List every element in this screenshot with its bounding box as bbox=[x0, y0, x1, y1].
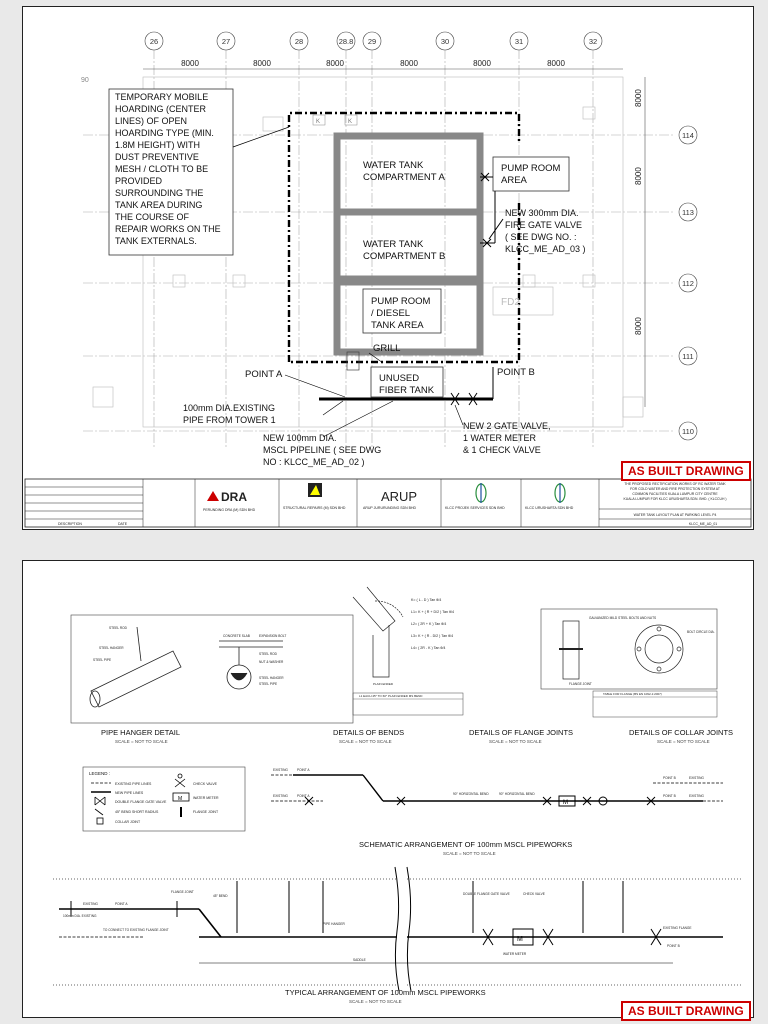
typical-saddle: SADDLE bbox=[353, 958, 366, 962]
tank-b-label-2: COMPARTMENT B bbox=[363, 251, 446, 262]
row-dim-2: 8000 bbox=[634, 167, 643, 185]
new-pipeline-note-1: NEW 100mm DIA. bbox=[263, 433, 337, 443]
hoarding-note-line: TANK EXTERNALS. bbox=[115, 236, 197, 246]
dra-logo-text: DRA bbox=[221, 490, 247, 504]
typical-pipework bbox=[59, 861, 723, 991]
flange-label-1: GALVANIZED MILD STEEL BOLTS AND NUTS bbox=[589, 616, 657, 620]
grid-row-112: 112 bbox=[682, 279, 694, 288]
diesel-label-1: PUMP ROOM bbox=[371, 296, 431, 307]
bend-formula-1: K= ( L - D ) Tan θ/4 bbox=[411, 598, 442, 602]
details-sheet bbox=[22, 560, 754, 1018]
point-b-label: POINT B bbox=[497, 367, 535, 378]
scale-note-typical: SCALE = NOT TO SCALE bbox=[349, 999, 402, 1004]
legend-item-gate-valve: DOUBLE FLANGE GATE VALVE bbox=[115, 800, 167, 804]
grid-col-27: 27 bbox=[221, 37, 231, 46]
grid-row-113: 113 bbox=[682, 208, 694, 217]
title-collar: DETAILS OF COLLAR JOINTS bbox=[629, 728, 734, 737]
schematic-point-b-1: POINT B bbox=[663, 776, 676, 780]
bend-formula-4: L3= K + ( R - D/2 ) Tan θ/4 bbox=[411, 634, 454, 638]
typical-check-valve-note: CHECK VALVE bbox=[523, 892, 545, 896]
scale-note-flange: SCALE = NOT TO SCALE bbox=[489, 739, 542, 744]
title-block bbox=[25, 479, 751, 527]
hanger-label-7: NUT & WASHER bbox=[259, 660, 284, 664]
title-bends: DETAILS OF BENDS bbox=[333, 728, 405, 737]
title-block-date-header: DATE bbox=[118, 522, 128, 526]
grid-row-110: 110 bbox=[682, 427, 694, 436]
fd2-label: FD2 bbox=[501, 297, 520, 308]
row-dim-1: 8000 bbox=[634, 89, 643, 107]
hoarding-note-line: LINES) OF OPEN bbox=[115, 116, 188, 126]
col-dim-1: 8000 bbox=[181, 59, 199, 68]
title-flange: DETAILS OF FLANGE JOINTS bbox=[469, 728, 574, 737]
col-dim-6: 8000 bbox=[547, 59, 565, 68]
col-dim-3: 8000 bbox=[326, 59, 344, 68]
col-dim-5: 8000 bbox=[473, 59, 491, 68]
bend-formula-5: L4= ( 2R - K ) Tan θ/4 bbox=[411, 646, 446, 650]
new-pipeline-note-2: MSCL PIPELINE ( SEE DWG bbox=[263, 445, 382, 455]
col-dim-2: 8000 bbox=[253, 59, 271, 68]
project-title-4: KUALA LUMPUR FOR KLCC URUSHARTA SDN. BHD. ( KLCCUH ) bbox=[623, 497, 727, 501]
hanger-label-6: STEEL ROD bbox=[259, 652, 277, 656]
arup-logo-text: ARUP bbox=[380, 489, 418, 504]
hoarding-note-line: TANK AREA DURING bbox=[115, 200, 203, 210]
hoarding-note-leader bbox=[233, 127, 289, 147]
grid-col-28-8: 28.8 bbox=[338, 37, 354, 46]
diesel-label-3: TANK AREA bbox=[371, 320, 424, 331]
grill-label: GRILL bbox=[373, 343, 401, 354]
hoarding-note-line: PROVIDED bbox=[115, 176, 163, 186]
pipe-hanger-frame bbox=[71, 615, 353, 723]
klcc-urusharta-caption: KLCC URUSHARTA SDN BHD bbox=[525, 506, 574, 510]
legend-item-collar: COLLAR JOINT bbox=[115, 820, 141, 824]
existing-pipe-note-2: PIPE FROM TOWER 1 bbox=[183, 415, 276, 425]
tank-a-label-1: WATER TANK bbox=[363, 160, 424, 171]
drawing-number: KLCC_ME_AD_01 bbox=[688, 522, 718, 526]
hanger-label-8: STEEL HANGER bbox=[259, 676, 284, 680]
bend-formula-2: L1= K + ( R + D/2 ) Tan θ/4 bbox=[411, 610, 454, 614]
schematic-point-b-2: POINT B bbox=[663, 794, 676, 798]
typical-point-b: POINT B bbox=[667, 944, 680, 948]
pump-room-label-1: PUMP ROOM bbox=[501, 163, 561, 174]
schematic-meter-symbol: M bbox=[563, 800, 568, 806]
title-block-description-header: DESCRIPTION bbox=[58, 522, 82, 526]
schematic-bend-1: 90° HORIZONTAL BEND bbox=[453, 792, 489, 796]
klcc-projek-caption: KLCC PROJEK SERVICES SDN BHD bbox=[445, 506, 505, 510]
typical-meter-note: WATER METER bbox=[503, 952, 527, 956]
label-k1: K bbox=[316, 119, 321, 125]
dra-caption: PERUNDING DRA (M) SDN BHD bbox=[203, 508, 256, 512]
typical-flange-joint: FLANGE JOINT bbox=[171, 890, 194, 894]
scale-note-hanger: SCALE = NOT TO SCALE bbox=[115, 739, 168, 744]
diesel-label-2: / DIESEL bbox=[371, 308, 411, 319]
legend-item-water-meter: WATER METER bbox=[193, 796, 219, 800]
plain-ended-label: PLAIN ENDED bbox=[373, 682, 394, 686]
schematic-existing-4: EXISTING bbox=[689, 794, 704, 798]
tank-a-label-2: COMPARTMENT A bbox=[363, 172, 445, 183]
title-schematic: SCHEMATIC ARRANGEMENT OF 100mm MSCL PIPEWORKS bbox=[359, 840, 573, 849]
schematic-point-a-1: POINT A bbox=[297, 768, 310, 772]
pipe-hanger-detail bbox=[90, 627, 283, 707]
typical-pipe-hanger: PIPE HANGER bbox=[323, 922, 345, 926]
legend-item-flange-joint: FLANGE JOINT bbox=[193, 810, 219, 814]
scale-note-schematic: SCALE = NOT TO SCALE bbox=[443, 851, 496, 856]
typical-bend-45: 45° BEND bbox=[213, 894, 228, 898]
layout-plan-sheet bbox=[22, 6, 754, 530]
hoarding-note-line: REPAIR WORKS ON THE bbox=[115, 224, 221, 234]
structural-caption: STRUCTURAL REPAIRS (M) SDN BHD bbox=[283, 506, 346, 510]
hanger-label-9: STEEL PIPE bbox=[259, 682, 278, 686]
hoarding-note-line: HOARDING TYPE (MIN. bbox=[115, 128, 214, 138]
as-built-stamp: AS BUILT DRAWING bbox=[621, 461, 751, 481]
grid-row-114: 114 bbox=[682, 131, 694, 140]
drawing-title: WATER TANK LAYOUT PLAN AT PARKING LEVEL P4 bbox=[633, 513, 717, 517]
hoarding-note-line: DUST PREVENTIVE bbox=[115, 152, 199, 162]
legend-title: LEGEND : bbox=[89, 771, 111, 776]
hanger-label-1: STEEL ROD bbox=[109, 626, 127, 630]
fire-valve-note-1: NEW 300mm DIA. bbox=[505, 208, 579, 218]
typical-meter-symbol: M bbox=[517, 936, 523, 943]
schematic-bend-2: 90° HORIZONTAL BEND bbox=[499, 792, 535, 796]
legend-item-check-valve: CHECK VALVE bbox=[193, 782, 217, 786]
as-built-stamp-2: AS BUILT DRAWING bbox=[621, 1001, 751, 1021]
new-pipeline-note-3: NO : KLCC_ME_AD_02 ) bbox=[263, 457, 365, 467]
schematic-point-a-2: POINT A bbox=[297, 794, 310, 798]
grid-col-32: 32 bbox=[588, 37, 598, 46]
schematic-pipework bbox=[271, 775, 723, 806]
hoarding-note-line: HOARDING (CENTER bbox=[115, 104, 207, 114]
bend-formula-3: L2= ( 2R + K ) Tan θ/4 bbox=[411, 622, 447, 626]
legend-meter-symbol: M bbox=[178, 796, 183, 802]
fire-valve-note-2: FIRE GATE VALVE bbox=[505, 220, 583, 230]
hoarding-note-line: MESH / CLOTH TO BE bbox=[115, 164, 209, 174]
legend-item-new: NEW PIPE LINES bbox=[115, 791, 144, 795]
fire-valve-note-4: KLCC_ME_AD_03 ) bbox=[505, 244, 586, 254]
row-dim-3: 8000 bbox=[634, 317, 643, 335]
flange-table-title: TABLE FOR FLANGE (BS EN 1092-1:2007) bbox=[603, 692, 662, 696]
label-90: 90 bbox=[81, 77, 89, 84]
hanger-label-2: STEEL HANGER bbox=[99, 646, 124, 650]
fire-valve-note-3: ( SEE DWG NO. : bbox=[505, 232, 577, 242]
col-dim-4: 8000 bbox=[400, 59, 418, 68]
flange-label-3: BOLT CIRCLE DIA. bbox=[687, 630, 715, 634]
hanger-label-4: CONCRETE SLAB bbox=[223, 634, 250, 638]
flange-label-2: FLANGE JOINT bbox=[569, 682, 592, 686]
pump-room-label-2: AREA bbox=[501, 175, 527, 186]
fiber-tank-label-1: UNUSED bbox=[379, 373, 420, 384]
typical-to-connect: TO CONNECT TO EXISTING FLANGE JOINT bbox=[103, 928, 169, 932]
project-title-1: THE PROPOSED RECTIFICATION WORKS OF RC WATER TANK bbox=[624, 482, 726, 486]
hanger-label-3: STEEL PIPE bbox=[93, 658, 112, 662]
tank-b-label-1: WATER TANK bbox=[363, 239, 424, 250]
typical-point-a: POINT A bbox=[115, 902, 128, 906]
label-k2: K bbox=[348, 119, 353, 125]
grid-col-26: 26 bbox=[149, 37, 159, 46]
existing-pipe-note-1: 100mm DIA.EXISTING bbox=[183, 403, 276, 413]
legend-box bbox=[83, 767, 245, 831]
scale-note-bends: SCALE = NOT TO SCALE bbox=[339, 739, 392, 744]
new-valves-note-1: NEW 2 GATE VALVE, bbox=[463, 421, 551, 431]
typical-gate-valve-note: DOUBLE FLANGE GATE VALVE bbox=[463, 892, 510, 896]
grid-col-31: 31 bbox=[514, 37, 524, 46]
project-title-3: COMMON FACILITIES KUALA LUMPUR CITY CENTRE bbox=[632, 492, 718, 496]
typical-existing-flange: EXISTING FLANGE bbox=[663, 926, 692, 930]
typical-dia-existing: 100mm DIA. EXISTING bbox=[63, 914, 97, 918]
title-typical: TYPICAL ARRANGEMENT OF 100mm MSCL PIPEWORKS bbox=[285, 988, 486, 997]
new-valves-note-2: 1 WATER METER bbox=[463, 433, 537, 443]
hoarding-note-line: SURROUNDING THE bbox=[115, 188, 204, 198]
arup-caption: ARUP JURURUNDING SDN BHD bbox=[363, 506, 417, 510]
legend-item-existing: EXISTING PIPE LINES bbox=[115, 782, 152, 786]
grid-col-30: 30 bbox=[440, 37, 450, 46]
grid-col-29: 29 bbox=[367, 37, 377, 46]
hoarding-note-line: 1.8M HEIGHT) WITH bbox=[115, 140, 200, 150]
details-drawing bbox=[23, 561, 753, 1017]
schematic-existing-1: EXISTING bbox=[273, 768, 288, 772]
schematic-existing-2: EXISTING bbox=[273, 794, 288, 798]
title-pipe-hanger: PIPE HANGER DETAIL bbox=[101, 728, 181, 737]
grid-col-28: 28 bbox=[294, 37, 304, 46]
flange-detail bbox=[559, 621, 683, 679]
bend-table-title: L1 EACH 45° TO 60° PLAIN ENDED MS BEND bbox=[359, 694, 423, 698]
point-a-label: POINT A bbox=[245, 369, 283, 380]
bends-detail bbox=[353, 587, 403, 677]
project-title-2: FOR COLD WATER AND FIRE PROTECTION SYSTEM AT bbox=[630, 487, 720, 491]
schematic-existing-3: EXISTING bbox=[689, 776, 704, 780]
new-valves-note-3: & 1 CHECK VALVE bbox=[463, 445, 541, 455]
legend-item-bend: 45° BEND SHORT RADIUS bbox=[115, 810, 159, 814]
typical-existing: EXISTING bbox=[83, 902, 98, 906]
hoarding-note-line: TEMPORARY MOBILE bbox=[115, 92, 209, 102]
hanger-label-5: EXPANSION BOLT bbox=[259, 634, 287, 638]
layout-plan-drawing bbox=[23, 7, 753, 529]
scale-note-collar: SCALE = NOT TO SCALE bbox=[657, 739, 710, 744]
fiber-tank-label-2: FIBER TANK bbox=[379, 385, 435, 396]
hoarding-note-line: THE COURSE OF bbox=[115, 212, 190, 222]
grid-row-111: 111 bbox=[682, 352, 694, 361]
